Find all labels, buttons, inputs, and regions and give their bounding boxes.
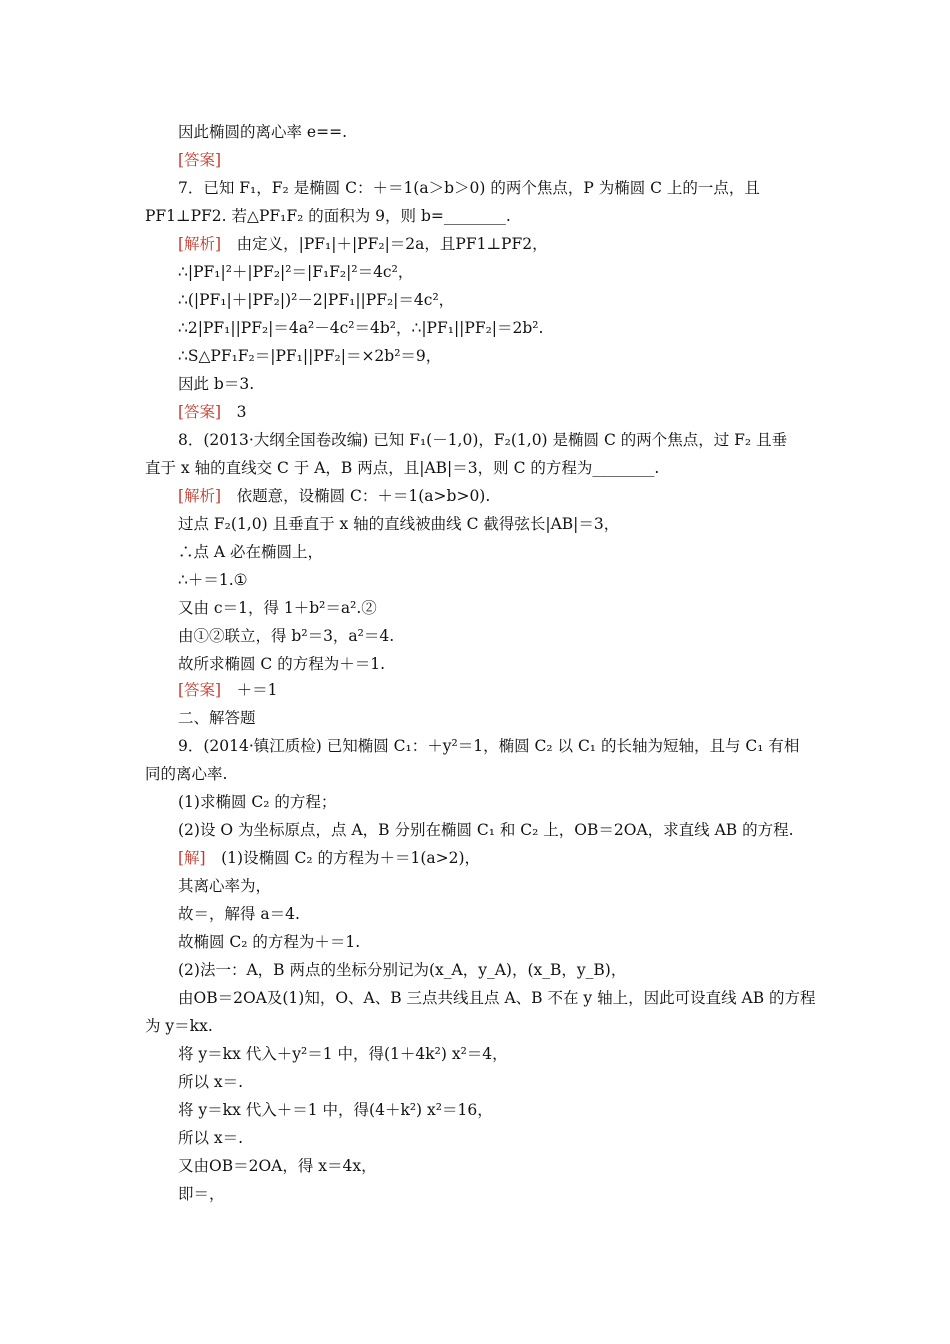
analysis-line: [解析] 依题意，设椭圆 C：＋＝1(a>b>0). — [178, 487, 491, 505]
text-line: 因此椭圆的离心率 e==. — [178, 123, 348, 141]
answer-line — [178, 150, 818, 170]
text-line: (2)法一：A，B 两点的坐标分别记为(x_A，y_A)，(x_B，y_B)， — [178, 961, 627, 979]
text-line: (1)求椭圆 C₂ 的方程； — [178, 793, 337, 811]
question-8: 8．(2013·大纲全国卷改编) 已知 F₁(－1,0)，F₂(1,0) 是椭圆 C 的两个焦点，过 F₂ 且垂 — [178, 431, 788, 449]
analysis-line: [解析] 由定义，|PF₁|＋|PF₂|＝2a，且PF1⊥PF2， — [178, 235, 548, 253]
text-line: 即＝， — [178, 1185, 225, 1203]
text-line: 又由 c＝1，得 1＋b²＝a².② — [178, 599, 377, 617]
answer-line: [答案] ＋＝1 — [178, 681, 278, 699]
text-line: ∴|PF₁|²＋|PF₂|²＝|F₁F₂|²＝4c²， — [178, 263, 414, 281]
text-line: ∴＋＝1.① — [178, 571, 248, 589]
solution-tag: [解] — [178, 849, 206, 867]
text-line: 所以 x＝. — [178, 1073, 244, 1091]
text-line: 由OB＝2OA及(1)知，O、A、B 三点共线且点 A、B 不在 y 轴上，因此可设直线 AB 的方程 — [178, 989, 816, 1007]
text-line: (2)设 O 为坐标原点，点 A，B 分别在椭圆 C₁ 和 C₂ 上，OB＝2OA，求直线 AB 的方程. — [178, 821, 794, 839]
analysis-tag: [解析] — [178, 487, 222, 505]
text-line: 故＝，解得 a＝4. — [178, 905, 300, 923]
text-line: 由①②联立，得 b²＝3，a²＝4. — [178, 627, 395, 645]
text-line: 故椭圆 C₂ 的方程为＋＝1. — [178, 933, 361, 951]
text-line: ∴点 A 必在椭圆上， — [178, 543, 324, 561]
text-line: 因此 b＝3. — [178, 375, 255, 393]
text-line: 其离心率为， — [178, 877, 272, 895]
section-heading: 二、解答题 — [178, 709, 256, 727]
text-line: PF1⊥PF2. 若△PF₁F₂ 的面积为 9，则 b=________. — [145, 207, 511, 225]
text-line: 直于 x 轴的直线交 C 于 A，B 两点，且|AB|＝3，则 C 的方程为________. — [145, 459, 660, 477]
text-line: ∴2|PF₁||PF₂|＝4a²－4c²＝4b²，∴|PF₁||PF₂|＝2b². — [178, 319, 544, 337]
text-line: 将 y＝kx 代入＋＝1 中，得(4＋k²) x²＝16， — [178, 1101, 493, 1119]
text-line: 将 y＝kx 代入＋y²＝1 中，得(1＋4k²) x²＝4， — [178, 1045, 508, 1063]
text-line: 为 y＝kx. — [145, 1017, 213, 1035]
answer-tag: [答案] — [178, 151, 222, 169]
solution-line: [解] (1)设椭圆 C₂ 的方程为＋＝1(a>2)， — [178, 849, 481, 867]
answer-tag: [答案] — [178, 681, 222, 699]
text-line: ∴(|PF₁|＋|PF₂|)²－2|PF₁||PF₂|＝4c²， — [178, 291, 455, 309]
text-line: 同的离心率. — [145, 765, 228, 783]
text-line: ∴S△PF₁F₂＝|PF₁||PF₂|＝×2b²＝9， — [178, 347, 442, 365]
text-line: 所以 x＝. — [178, 1129, 244, 1147]
answer-line: [答案] 3 — [178, 403, 247, 421]
answer-tag: [答案] — [178, 403, 222, 421]
question-9: 9．(2014·镇江质检) 已知椭圆 C₁：＋y²＝1，椭圆 C₂ 以 C₁ 的长轴为短轴，且与 C₁ 有相 — [178, 737, 800, 755]
text-line: 过点 F₂(1,0) 且垂直于 x 轴的直线被曲线 C 截得弦长|AB|＝3， — [178, 515, 620, 533]
text-line: 故所求椭圆 C 的方程为＋＝1. — [178, 655, 386, 673]
question-7: 7．已知 F₁，F₂ 是椭圆 C：＋＝1(a＞b＞0) 的两个焦点，P 为椭圆 C 上的一点，且 — [178, 179, 760, 197]
text-line: 又由OB＝2OA，得 x＝4x， — [178, 1157, 377, 1175]
analysis-tag: [解析] — [178, 235, 222, 253]
